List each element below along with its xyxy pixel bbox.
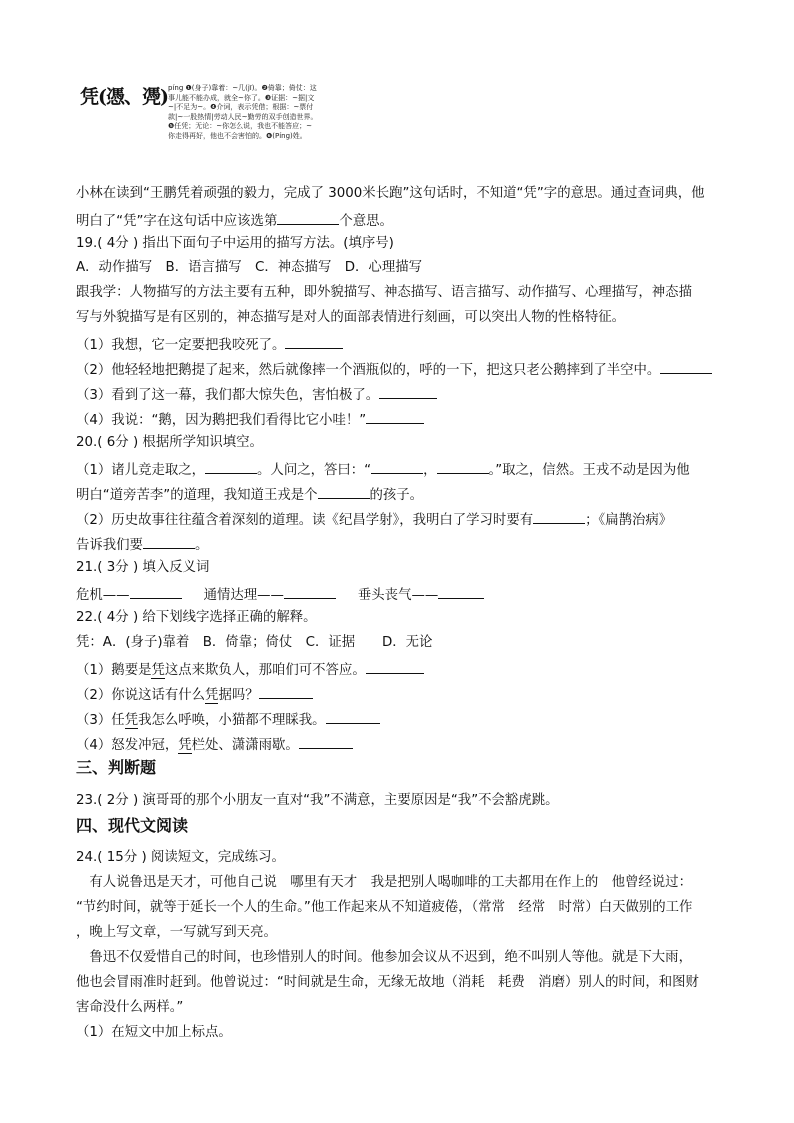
q19-heading: 19.( 4分 ) 指出下面句子中运用的描写方法。(填序号): [76, 236, 394, 251]
q21-items: [76, 584, 484, 605]
q24-para2-line2: 他也会冒雨准时赶到。他曾说过：“时间就是生命，无缘无故地（消耗 耗费 消磨）别人的时间，和图财: [76, 975, 699, 990]
q20-line4: [76, 534, 208, 555]
q20-blank-3[interactable]: [437, 459, 489, 474]
q22-item-2-a: （2）你说这话有什么: [76, 688, 206, 703]
q22-options: 凭：A．(身子)靠着 B．倚靠；倚仗 C．证据 D．无论: [76, 635, 433, 650]
q20-l1-d: 。”取之，信然。王戎不动是因为他: [488, 463, 690, 478]
q24-para1-line3: ，晚上写文章，一写就写到天亮。: [76, 925, 277, 940]
q21-blank-a[interactable]: [130, 584, 182, 599]
q20-blank-6[interactable]: [143, 534, 195, 549]
q20-line1: [76, 459, 690, 480]
q22-item-3-underlined: 凭: [124, 713, 139, 728]
q24-para1-line1: 有人说鲁迅是天才，可他自己说 哪里有天才 我是把别人喝咖啡的工夫都用在作上的 他曾经说过：: [76, 875, 692, 890]
q22-item-2: [76, 684, 313, 705]
q21-blank-c[interactable]: [438, 584, 484, 599]
q19-item-4-text: （4）我说：“鹅，因为鹅把我们看得比它小哇！”: [76, 413, 367, 428]
q19-item-4-blank[interactable]: [366, 409, 424, 424]
q22-heading: 22.( 4分 ) 给下划线字选择正确的解释。: [76, 610, 317, 625]
q20-line2: [76, 484, 423, 505]
q20-l1-c: ，: [423, 463, 437, 478]
q22-item-1-b: 这点来欺负人，那咱们可不答应。: [164, 663, 366, 678]
q20-line3: [76, 509, 672, 530]
q20-l3-a: （2）历史故事往往蕴含着深刻的道理。读《纪昌学射》，我明白了学习时要有: [76, 513, 534, 528]
section-reading-title: 四、现代文阅读: [76, 816, 189, 835]
q22-item-2-blank[interactable]: [259, 684, 313, 699]
q19-item-2: [76, 359, 712, 380]
q21-item-b: 通情达理——: [203, 588, 284, 603]
q22-item-3-blank[interactable]: [326, 709, 380, 724]
q22-item-4-b: 栏处、潇潇雨歇。: [191, 738, 299, 753]
q22-item-4: [76, 734, 353, 755]
q22-item-2-b: 据吗？: [218, 688, 259, 703]
dictionary-definitions: ❶(身子)靠着：~几(jī)。❷倚靠；倚仗：这事儿能不能办成，就全~你了。❸证据：~据|文~|不足为~。❹介词，表示凭借；根据：~票付款|~一股热情|劳动人民~勤劳的双手创造世界。❺任凭；无论：~你怎么说，我也不能答应；~你走得再好，他也不会害怕的。❻(Píng)姓。: [168, 84, 318, 140]
q21-heading: 21.( 3分 ) 填入反义词: [76, 560, 210, 575]
q20-l1-a: （1）诸儿竞走取之，: [76, 463, 206, 478]
q23-text: 23.( 2分 ) 演哥哥的那个小朋友一直对“我”不满意，主要原因是“我”不会豁虎跳。: [76, 793, 559, 808]
q21-blank-b[interactable]: [284, 584, 336, 599]
q24-para1-line2: “节约时间，就等于延长一个人的生命。”他工作起来从不知道疲倦，（常常 经常 时常）白天做别的工作: [76, 900, 693, 915]
q22-item-1-blank[interactable]: [366, 659, 424, 674]
dictionary-text: [168, 84, 318, 141]
q18-line2: [76, 210, 393, 231]
q19-item-3-blank[interactable]: [379, 384, 437, 399]
q20-l4-a: 告诉我们要: [76, 538, 143, 553]
q24-para2-line3: 害命没什么两样。”: [76, 1000, 184, 1015]
q18-answer-blank[interactable]: [277, 210, 339, 225]
q20-l2-a: 明白“道旁苦李”的道理，我知道王戎是个: [76, 488, 318, 503]
q20-heading: 20.( 6分 ) 根据所学知识填空。: [76, 435, 263, 450]
q19-options: A．动作描写 B．语言描写 C．神态描写 D．心理描写: [76, 260, 422, 275]
q18-line1: 小林在读到“王鹏凭着顽强的毅力，完成了 3000米长跑”这句话时，不知道“凭”字的意思。通过查词典，他: [76, 186, 705, 201]
q18-text-b: 个意思。: [339, 214, 393, 229]
q20-blank-5[interactable]: [533, 509, 585, 524]
q19-tip-line2: 写与外貌描写是有区别的，神态描写是对人的面部表情进行刻画，可以突出人物的性格特征。: [76, 310, 626, 325]
q22-item-4-underlined: 凭: [178, 738, 192, 753]
section-judgement-title: 三、判断题: [76, 758, 157, 777]
q22-item-1: [76, 659, 424, 680]
q19-item-1-text: （1）我想，它一定要把我咬死了。: [76, 338, 286, 353]
q19-item-1: [76, 334, 343, 355]
q20-blank-2[interactable]: [371, 459, 423, 474]
q19-item-1-blank[interactable]: [285, 334, 343, 349]
q22-item-4-a: （4）怒发冲冠，: [76, 738, 179, 753]
q24-para2-line1: 鲁迅不仅爱惜自己的时间，也珍惜别人的时间。他参加会议从不迟到，绝不叫别人等他。就是下大雨，: [76, 950, 692, 965]
q22-item-3-b: 我怎么呼唤，小猫都不理睬我。: [138, 713, 326, 728]
q20-l1-b: 。人问之，答曰：“: [257, 463, 372, 478]
q19-item-4: [76, 409, 424, 430]
q19-tip-line1: 跟我学：人物描写的方法主要有五种，即外貌描写、神态描写、语言描写、动作描写、心理描写，神态描: [76, 285, 692, 300]
q20-l4-b: 。: [194, 538, 209, 553]
q20-l2-b: 的孩子。: [369, 488, 424, 503]
q19-item-2-blank[interactable]: [660, 359, 712, 374]
q22-item-3-a: （3）任: [76, 713, 125, 728]
q22-item-3: [76, 709, 380, 730]
q18-text-a: 明白了“凭”字在这句话中应该选第: [76, 214, 278, 229]
dictionary-headword: 凭(憑、凴): [80, 86, 168, 108]
q20-blank-4[interactable]: [318, 484, 370, 499]
q20-l3-b: ；《扁鹊治病》: [585, 513, 673, 528]
dictionary-entry-image: [80, 82, 318, 162]
q22-item-4-blank[interactable]: [299, 734, 353, 749]
q22-item-1-a: （1）鹅要是: [76, 663, 152, 678]
dictionary-pinyin-inline: píng: [168, 84, 184, 92]
q19-item-3-text: （3）看到了这一幕，我们都大惊失色，害怕极了。: [76, 388, 380, 403]
q22-item-2-underlined: 凭: [205, 688, 219, 703]
q19-item-3: [76, 384, 437, 405]
q21-item-c: 垂头丧气——: [357, 588, 439, 603]
q20-blank-1[interactable]: [205, 459, 257, 474]
q24-heading: 24.( 15分 ) 阅读短文，完成练习。: [76, 850, 285, 865]
q24-sub1: （1）在短文中加上标点。: [76, 1025, 232, 1040]
q19-item-2-text: （2）他轻轻地把鹅提了起来，然后就像摔一个酒瓶似的，呼的一下，把这只老公鹅摔到了半空中。: [76, 363, 661, 378]
q22-item-1-underlined: 凭: [151, 663, 165, 678]
q21-item-a: 危机——: [76, 588, 130, 603]
